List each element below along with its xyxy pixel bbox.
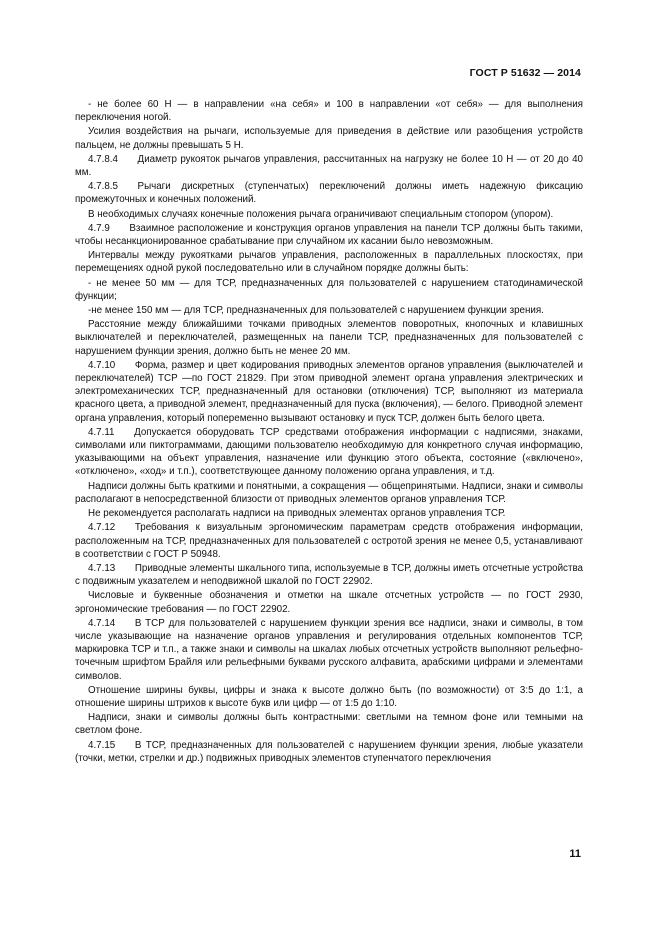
paragraph: 4.7.8.4 Диаметр рукояток рычагов управления, рассчитанных на нагрузку не более 10 Н — от 20 до 40 мм.: [75, 153, 583, 179]
paragraph: 4.7.14 В ТСР для пользователей с нарушением функции зрения все надписи, знаки и символы, в том числе указывающие на назначение органов управления и регулирования отдельных компонентов ТСР, маркировка ТСР и т.п., а также знаки и символы на шкалах любых отсчетных устройств выполняют рельефно-точечным шрифтом Брайля или рельефными буквами русского алфавита, арабскими цифрами и элементами символов.: [75, 617, 583, 682]
document-header: [470, 67, 581, 79]
document-body: [75, 98, 583, 766]
paragraph: Надписи должны быть краткими и понятными, а сокращения — общепринятыми. Надписи, знаки и символы располагают в непосредственной близости от приводных элементов органов управления ТСР.: [75, 480, 583, 505]
paragraph: В необходимых случаях конечные положения рычага ограничивают специальным стопором (упором).: [88, 208, 554, 220]
paragraph: Отношение ширины буквы, цифры и знака к высоте должно быть (по возможности) от 3:5 до 1:1, а отношение ширины штрихов к высоте букв или цифр — от 1:5 до 1:10.: [75, 684, 583, 709]
paragraph: Интервалы между рукоятками рычагов управления, расположенных в параллельных плоскостях, при перемещениях одной рукой последовательно или в случайном порядке должны быть:: [75, 250, 583, 275]
paragraph: 4.7.10 Форма, размер и цвет кодирования приводных элементов органов управления (выключателей и переключателей) ТСР —по ГОСТ 21829. При этом приводной элемент органа управления электрических и электромеханических ТСР, предназначенный для остановки (отключения) ТСР, выполняют из материала красного цвета, а приводной элемент, предназначенный для пуска (включения), — белого. Приводной элемент органа управления, который попеременно вызывают остановку и пуск ТСР, должен быть белого цвета.: [75, 359, 583, 424]
paragraph: 4.7.9 Взаимное расположение и конструкция органов управления на панели ТСР должны быть такими, чтобы несанкционированное срабатывание при случайном их касании было невозможным.: [75, 222, 583, 248]
paragraph: 4.7.13 Приводные элементы шкального типа, используемые в ТСР, должны иметь отсчетные устройства с подвижным указателем и неподвижной шкалой по ГОСТ 22902.: [75, 562, 583, 588]
paragraph: Усилия воздействия на рычаги, используемые для приведения в действие или разобщения устройств пальцем, не должны превышать 5 Н.: [75, 126, 583, 151]
paragraph: 4.7.11 Допускается оборудовать ТСР средствами отображения информации с надписями, знаками, символами или пиктограммами, дающими пользователю необходимую для конкретного случая информацию, указывающими на объект управления, назначение или функцию этого объекта, состояние («включено», «отключено», «ход» и т.п.), соответствующее данному положению органа управления, и т.д.: [75, 426, 583, 478]
paragraph: 4.7.8.5 Рычаги дискретных (ступенчатых) переключений должны иметь надежную фиксацию промежуточных и конечных положений.: [75, 181, 583, 206]
paragraph: Надписи, знаки и символы должны быть контрастными: светлыми на темном фоне или темными на светлом фоне.: [75, 712, 583, 737]
standard-designation: ГОСТ Р 51632 — 2014: [469, 67, 581, 79]
paragraph: Расстояние между ближайшими точками приводных элементов поворотных, кнопочных и клавишных выключателей и переключателей, размещенных на панели ТСР, предназначенных для пользователей с нарушением функции зрения, должно быть не менее 20 мм.: [75, 319, 583, 357]
paragraph: - не менее 50 мм — для ТСР, предназначенных для пользователей с нарушением статодинамической функции;: [75, 277, 583, 302]
paragraph: 4.7.15 В ТСР, предназначенных для пользователей с нарушением функции зрения, любые указатели (точки, метки, стрелки и др.) подвижных приводных элементов ступенчатого переключения: [75, 739, 583, 764]
paragraph: Не рекомендуется располагать надписи на приводных элементах органов управления ТСР.: [88, 508, 506, 520]
paragraph: 4.7.12 Требования к визуальным эргономическим параметрам средств отображения информации, расположенным на ТСР, предназначенных для пользователей с остротой зрения не менее 0,5, устанавливают в соответствии с ГОСТ Р 50948.: [75, 522, 583, 560]
paragraph: Числовые и буквенные обозначения и отметки на шкале отсчетных устройств — по ГОСТ 2930, эргономические требования — по ГОСТ 22902.: [75, 590, 583, 615]
paragraph: - не более 60 Н — в направлении «на себя» и 100 в направлении «от себя» — для выполнения переключения ногой.: [75, 99, 583, 124]
page-number: 11: [569, 848, 581, 860]
paragraph: -не менее 150 мм — для ТСР, предназначенных для пользователей с нарушением функции зрения.: [88, 305, 544, 317]
